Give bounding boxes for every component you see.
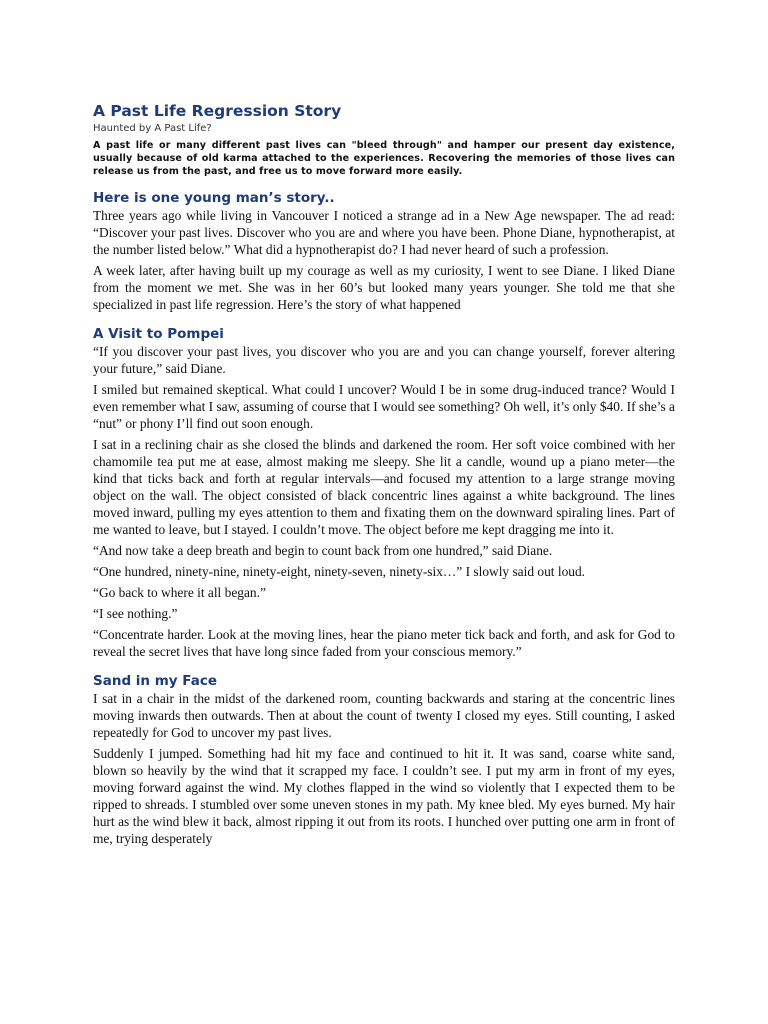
section-heading-pompei: A Visit to Pompei bbox=[93, 325, 224, 342]
pompei-paragraph-3: I sat in a reclining chair as she closed the blinds and darkened the room. Her soft voice combined with her chamomile tea put me at ease, almost making me sleepy. She lit a candle, wound up a piano meter—the kind that ticks back and forth at regular intervals—and focused my attention to a large strange moving object on the wall. The object consisted of black concentric lines against a white background. The lines moved inward, pulling my eyes attention to them and fixating them on the downward spiraling lines. Part of me wanted to leave, but I stayed. I couldn’t move. The object before me kept dragging me into it. bbox=[93, 436, 675, 537]
pompei-paragraph-4: “And now take a deep breath and begin to count back from one hundred,” said Diane. bbox=[93, 542, 553, 558]
sand-paragraph-2: Suddenly I jumped. Something had hit my face and continued to hit it. It was sand, coarse white sand, blown so heavily by the wind that it scrapped my face. I couldn’t see. I put my arm in front of my eyes, moving forward against the wind. My clothes flapped in the wind so violently that I expected them to be ripped to shreads. I stumbled over some uneven stones in my path. My knee bled. My eyes burned. My hair hurt as the wind blew it back, almost ripping it out from its roots. I hunched over putting one arm in front of me, trying desperately bbox=[93, 745, 675, 846]
pompei-paragraph-1: “If you discover your past lives, you discover who you are and you can change yourself, forever altering your future,” said Diane. bbox=[93, 343, 675, 376]
page-subtitle: Haunted by A Past Life? bbox=[93, 123, 212, 134]
pompei-paragraph-2: I smiled but remained skeptical. What could I uncover? Would I be in some drug-induced trance? Would I even remember what I saw, assuming of course that I would see something? Oh well, it’s only $40. If she’s a “nut” or phony I’ll find out soon enough. bbox=[93, 381, 675, 431]
intro-paragraph: A past life or many different past lives can "bleed through" and hamper our present day existence, usually because of old karma attached to the experiences. Recovering the memories of those lives can release us from the past, and free us to move forward more easily. bbox=[93, 140, 675, 178]
story-paragraph-1: Three years ago while living in Vancouver I noticed a strange ad in a New Age newspaper. The ad read: “Discover your past lives. Discover who you are and where you have been. Phone Diane, hypnotherapist, at the number listed below.” What did a hypnotherapist do? I had never heard of such a profession. bbox=[93, 207, 675, 257]
pompei-paragraph-5: “One hundred, ninety-nine, ninety-eight, ninety-seven, ninety-six…” I slowly said out loud. bbox=[93, 563, 586, 579]
page-title: A Past Life Regression Story bbox=[93, 102, 342, 120]
pompei-paragraph-6: “Go back to where it all began.” bbox=[93, 584, 266, 600]
section-heading-story: Here is one young man’s story.. bbox=[93, 189, 335, 206]
document-page bbox=[93, 100, 675, 851]
story-paragraph-2: A week later, after having built up my courage as well as my curiosity, I went to see Diane. I liked Diane from the moment we met. She was in her 60’s but looked many years younger. She told me that she specialized in past life regression. Here’s the story of what happened bbox=[93, 262, 675, 312]
pompei-paragraph-7: “I see nothing.” bbox=[93, 605, 178, 621]
pompei-paragraph-8: “Concentrate harder. Look at the moving lines, hear the piano meter tick back and forth, and ask for God to reveal the secret lives that have long since faded from your conscious memory.” bbox=[93, 626, 675, 659]
sand-paragraph-1: I sat in a chair in the midst of the darkened room, counting backwards and staring at the concentric lines moving inwards then outwards. Then at about the count of twenty I closed my eyes. Still counting, I asked repeatedly for God to uncover my past lives. bbox=[93, 690, 675, 740]
section-heading-sand: Sand in my Face bbox=[93, 672, 218, 689]
